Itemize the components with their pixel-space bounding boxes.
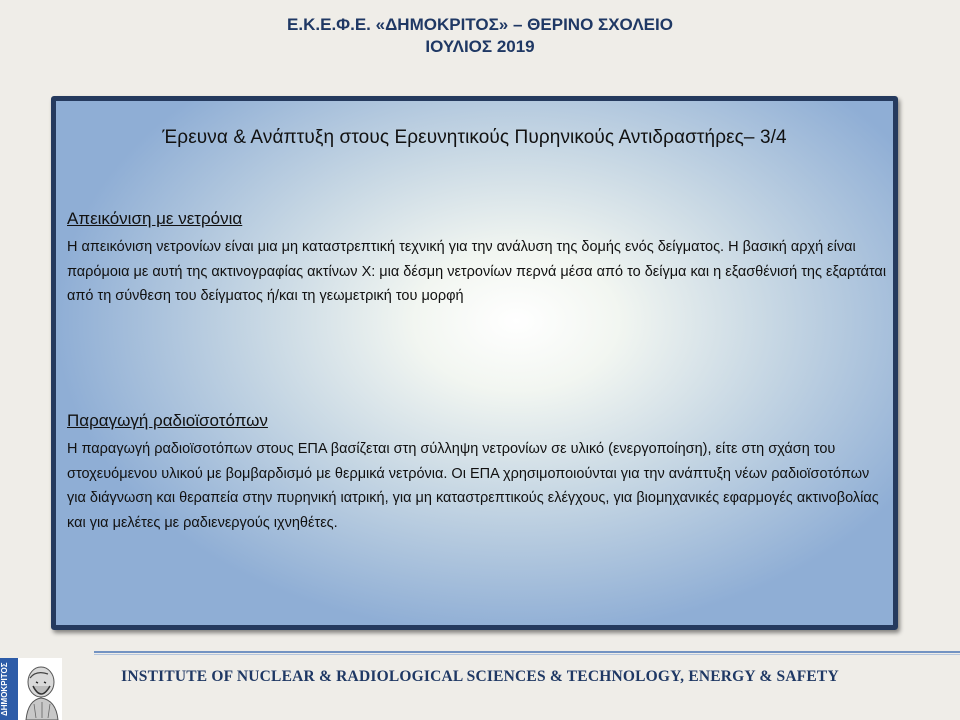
section-body: Η παραγωγή ραδιοϊσοτόπων στους ΕΠΑ βασίζεται στη σύλληψη νετρονίων σε υλικό (ενεργοποίηση), είτε στη σχάση του στοχευόμενου υλικού με βομβαρδισμό με θερμικά νετρόνια. Οι ΕΠΑ χρησιμοποιούνται για την ανάπτυξη νέων ραδιοϊσοτόπων για διάγνωση και θεραπεία στην πυρηνική ιατρική, για μη καταστρεπτικούς ελέγχους, για βιομηχανικές εφαρμογές ακτινοβολίας και για μελέτες με ραδιενεργούς ιχνηθέτες. <box>67 441 879 531</box>
demokritos-logo <box>0 658 62 720</box>
footer-divider <box>94 651 960 653</box>
section-heading: Παραγωγή ραδιοϊσοτόπων <box>67 411 268 430</box>
logo-text: ΔΗΜΟΚΡΙΤΟΣ <box>0 658 18 720</box>
footer-divider-thin <box>94 654 960 655</box>
section-heading: Απεικόνιση με νετρόνια <box>67 209 243 228</box>
institute-name: INSTITUTE OF NUCLEAR & RADIOLOGICAL SCIENCES & TECHNOLOGY, ENERGY & SAFETY <box>121 668 839 685</box>
section-radioisotope-production <box>67 409 889 535</box>
section-body: Η απεικόνιση νετρονίων είναι μια μη καταστρεπτική τεχνική για την ανάλυση της δομής ενός δείγματος. Η βασική αρχή είναι παρόμοια με αυτή της ακτινογραφίας ακτίνων Χ: μια δέσμη νετρονίων περνά μέσα από το δείγμα και η εξασθένισή της εξαρτάται από τη σύνθεση του δείγματος ή/και τη γεωμετρική του μορφή <box>67 239 887 304</box>
section-neutron-imaging <box>67 207 889 309</box>
slide-content-box <box>51 96 898 630</box>
bust-icon <box>0 658 62 720</box>
header-title: Ε.Κ.Ε.Φ.Ε. «ΔΗΜΟΚΡΙΤΟΣ» – ΘΕΡΙΝΟ ΣΧΟΛΕΙΟ <box>287 15 673 34</box>
slide-title: Έρευνα & Ανάπτυξη στους Ερευνητικούς Πυρηνικούς Αντιδραστήρες– 3/4 <box>162 127 787 148</box>
page-header <box>0 14 960 58</box>
header-date: ΙΟΥΛΙΟΣ 2019 <box>425 37 535 56</box>
